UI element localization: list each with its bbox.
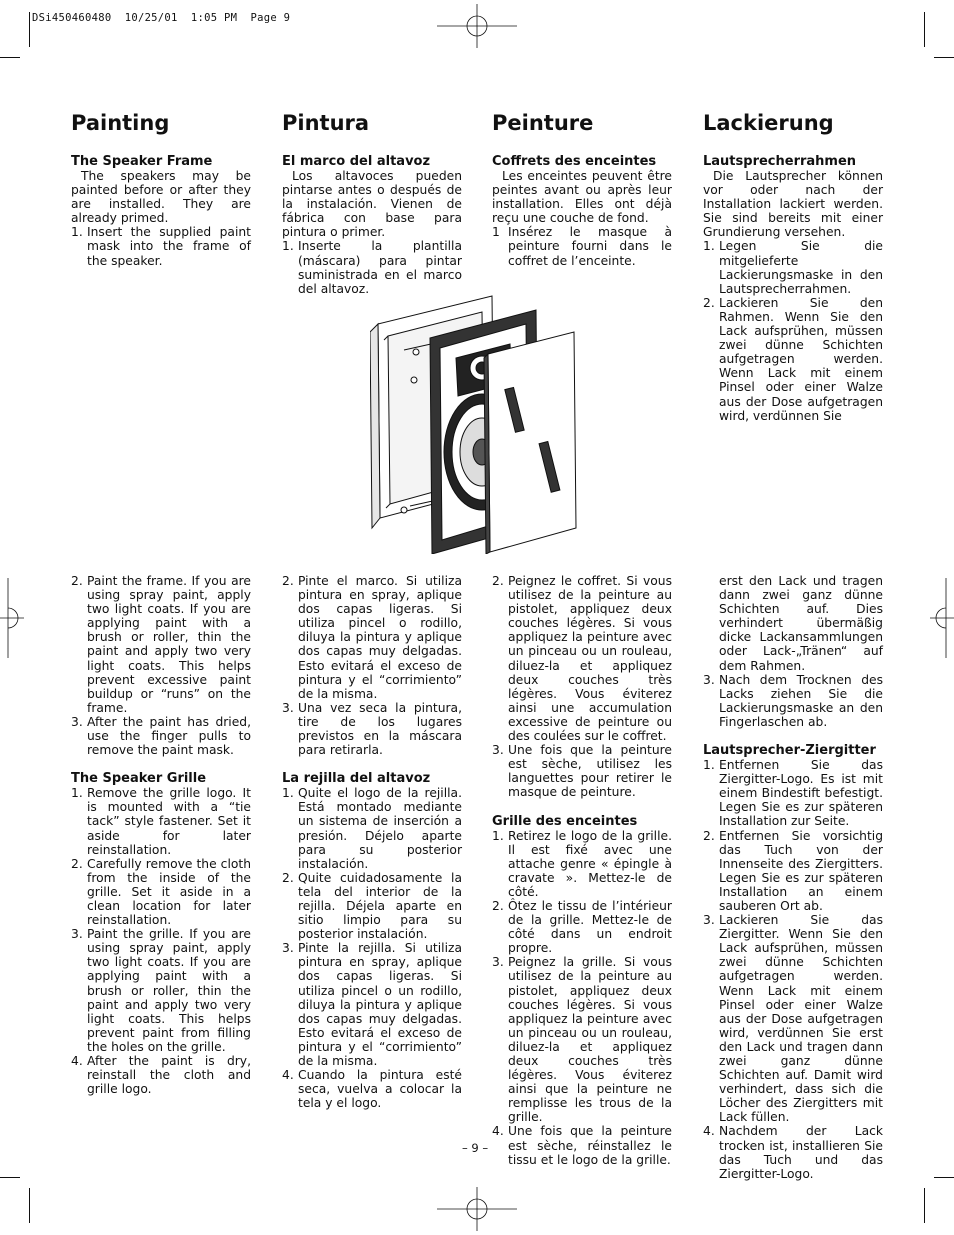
list-item: 3. After the paint has dried, use the finger pulls to remove the paint mask.: [71, 714, 251, 758]
intro-paragraph: Los altavoces pueden pintarse antes o después de la instalación. Vienen de fábrica con base para pintura o primer.: [282, 169, 462, 240]
intro-paragraph: Die Lautsprecher können vor oder nach der Installation lackiert werden. Sie sind bereits mit einer Grundierung versehen.: [703, 169, 883, 240]
list-item: 3. Paint the grille. If you are using spray paint, apply two light coats. If you are applying paint with a brush or roller, thin the paint and apply two very light coats. This helps prevent paint from filling the holes on the grille.: [71, 927, 251, 1054]
column-french-lower: [492, 574, 672, 1167]
column-german: [703, 111, 883, 423]
list-item: 2. Carefully remove the cloth from the inside of the grille. Set it aside in a clean location for later reinstallation.: [71, 856, 251, 928]
list-item: 2. Ôtez le tissu de l’intérieur de la grille. Mettez-le de côté dans un endroit propre.: [492, 898, 672, 956]
speaker-grille-drawing: [484, 332, 576, 554]
subheading-frame: Coffrets des enceintes: [492, 154, 657, 169]
frame-steps-part-1: [282, 239, 462, 295]
registration-mark-top: [437, 4, 517, 48]
list-item: 4. Nachdem der Lack trocken ist, installieren Sie das Tuch und das Ziergitter-Logo.: [703, 1124, 883, 1181]
subheading-grille: La rejilla del altavoz: [282, 771, 431, 787]
list-item: 1. Inserte la plantilla (máscara) para pintar suministrada en el marco del altavoz.: [282, 239, 462, 296]
registration-mark-right: [930, 578, 954, 658]
list-item: 1. Retirez le logo de la grille. Il est fixé avec une attache genre « épingle à cravate ». Mettez-le de côté.: [492, 828, 672, 899]
list-item: 3. Peignez la grille. Si vous utilisez de la peinture au pistolet, appliquez deux couches légères. Si vous appliquez la peinture avec un pinceau ou un rouleau, diluez-la et appliquez deux couches très légères. Vous éviterez ainsi que la peinture ne remplisse les trous de la grille.: [492, 955, 672, 1125]
section-title: Lackierung: [703, 111, 834, 135]
printer-slug: DSi450460480 10/25/01 1:05 PM Page 9: [32, 12, 291, 24]
subheading-frame: Lautsprecherrahmen: [703, 154, 857, 169]
list-item: 3. Una vez seca la pintura, tire de los lugares previstos en la máscara para retirarla.: [282, 700, 462, 758]
grille-steps: [282, 786, 462, 1110]
page-number: – 9 –: [462, 1141, 489, 1155]
list-item: 4. Une fois que la peinture est sèche, réinstallez le tissu et le logo de la grille.: [492, 1124, 672, 1167]
list-item: 1. Insert the supplied paint mask into the frame of the speaker.: [71, 225, 251, 268]
frame-steps-part-1: [71, 225, 251, 267]
intro-paragraph: Les enceintes peuvent être peintes avant ou après leur installation. Elles ont déjà reçu une couche de fond.: [492, 169, 672, 226]
column-german-lower: [703, 574, 883, 1181]
list-item: 3. Lackieren Sie das Ziergitter. Wenn Sie den Lack aufsprühen, müssen zwei dünne Schichten aufgetragen werden. Wenn Lack mit einem Pinsel oder einer Walze aus der Dose aufgetragen wird, verdünnen Sie erst den Lack und tragen dann zwei ganz dünne Schichten auf. Damit wird verhindert, dass sich die Löcher des Ziergitters mit Lack füllen.: [703, 913, 883, 1125]
list-item: 1 Insérez le masque à peinture fourni dans le coffret de l’enceinte.: [492, 225, 672, 268]
intro-paragraph: The speakers may be painted before or after they are installed. They are already primed.: [71, 169, 251, 226]
column-english: [71, 111, 251, 268]
list-item: 4. Cuando la pintura esté seca, vuelva a colocar la tela y el logo.: [282, 1068, 462, 1111]
list-item: 1. Legen Sie die mitgelieferte Lackierungsmaske in den Lautsprecherrahmen.: [703, 239, 883, 296]
section-title: Peinture: [492, 111, 594, 135]
continued-paragraph: erst den Lack und tragen dann zwei ganz dünne Schichten auf. Dies verhindert übermäßig dicke Lackansammlungen oder Lack-„Tränen“ auf dem Rahmen.: [719, 574, 883, 673]
subheading-grille: Grille des enceintes: [492, 813, 638, 829]
crop-mark-bottom-left-h: [0, 1177, 20, 1178]
subheading-grille: Lautsprecher-Ziergitter: [703, 743, 876, 759]
list-item: 2. Pinte el marco. Si utiliza pintura en spray, aplique dos capas ligeras. Si utiliza pincel o rodillo, diluya la pintura y aplique dos capas muy delgadas. Esto evitará el exceso de pintura y el “corrimiento” de la misma.: [282, 574, 462, 701]
list-item: 2. Paint the frame. If you are using spray paint, apply two light coats. If you are applying paint with a brush or roller, thin the paint and apply two very light coats. This helps prevent excessive paint buildup or “runs” on the frame.: [71, 574, 251, 715]
column-spanish-lower: [282, 574, 462, 1110]
subheading-frame: El marco del altavoz: [282, 154, 431, 169]
frame-steps-part-1: [492, 225, 672, 267]
grille-steps: [703, 758, 883, 1181]
frame-steps-part-2: [492, 574, 672, 800]
list-item: 2. Entfernen Sie vorsichtig das Tuch von der Innenseite des Ziergitters. Legen Sie es zur späteren Installation an einem sauberen Ort ab.: [703, 828, 883, 913]
crop-mark-bottom-right-h: [934, 1177, 954, 1178]
list-item: 1. Entfernen Sie das Ziergitter-Logo. Es ist mit einem Bindestift befestigt. Legen Sie es zur späteren Installation zur Seite.: [703, 758, 883, 829]
list-item: 3. Pinte la rejilla. Si utiliza pintura en spray, aplique dos capas ligeras. Si utiliza pincel o un rodillo, diluya la pintura y aplique dos capas muy delgadas. Esto evitará el exceso de pintura y el “corrimiento” de la misma.: [282, 941, 462, 1068]
crop-mark-top-left-h: [0, 57, 20, 58]
frame-steps-part-2: [282, 574, 462, 757]
list-item: 2. Peignez le coffret. Si vous utilisez de la peinture au pistolet, appliquez deux couches légères. Si vous appliquez la peinture avec un pinceau ou un rouleau, diluez-la et appliquez deux couches très légères. Vous éviterez ainsi une accumulation excessive de peinture ou des coulées sur le coffret.: [492, 574, 672, 744]
grille-steps: [492, 829, 672, 1167]
column-french: [492, 111, 672, 268]
crop-mark-bottom-right-v: [924, 1188, 925, 1223]
list-item: 2. Lackieren Sie den Rahmen. Wenn Sie den Lack aufsprühen, müssen zwei dünne Schichten aufgetragen werden. Wenn Lack mit einem Pinsel oder einer Walze aus der Dose aufgetragen wird, verdünnen Sie: [703, 295, 883, 423]
section-title: Pintura: [282, 111, 370, 135]
list-item: 4. After the paint is dry, reinstall the cloth and grille logo.: [71, 1054, 251, 1097]
subheading-frame: The Speaker Frame: [71, 154, 213, 169]
registration-mark-left: [0, 578, 24, 658]
grille-steps: [71, 786, 251, 1096]
frame-steps-part-1: [703, 239, 883, 422]
frame-steps-part-2: [703, 673, 883, 729]
frame-steps-part-2: [71, 574, 251, 757]
crop-mark-top-right-v: [924, 12, 925, 47]
registration-mark-bottom: [437, 1187, 517, 1231]
column-spanish: [282, 111, 462, 296]
crop-mark-top-right-h: [934, 57, 954, 58]
list-item: 2. Quite cuidadosamente la tela del interior de la rejilla. Déjela aparte en sitio limpio para su posterior instalación.: [282, 870, 462, 942]
crop-mark-top-left-v: [29, 12, 30, 47]
list-item: 1. Remove the grille logo. It is mounted with a “tie tack” style fastener. Set it aside for later reinstallation.: [71, 786, 251, 857]
list-item: 3. Nach dem Trocknen des Lacks ziehen Sie die Lackierungsmaske an den Fingerlaschen ab.: [703, 672, 883, 729]
subheading-grille: The Speaker Grille: [71, 771, 207, 787]
list-item: 3. Une fois que la peinture est sèche, utilisez les languettes pour retirer le masque de peinture.: [492, 743, 672, 800]
section-title: Painting: [71, 111, 170, 135]
speaker-exploded-illustration: [370, 292, 580, 554]
crop-mark-bottom-left-v: [29, 1188, 30, 1223]
column-english-lower: [71, 574, 251, 1096]
list-item: 1. Quite el logo de la rejilla. Está montado mediante un sistema de inserción a presión. Déjelo aparte para su posterior instalación.: [282, 786, 462, 871]
